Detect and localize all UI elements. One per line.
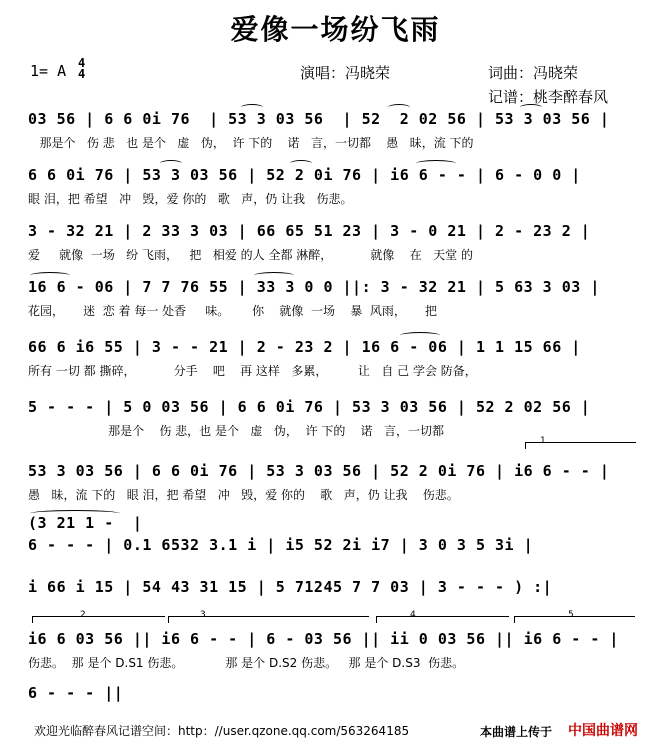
notation-line: 6 6 0i 76 | 53 3 03 56 | 52 2 0i 76 | i6 6 - - | 6 - 0 0 | xyxy=(28,166,581,184)
notation-line: 6 - - - | 0.1 6532 3.1 i | i5 52 2i i7 | 3 0 3 5 3i | xyxy=(28,536,534,554)
slur-mark xyxy=(30,272,70,279)
slur-mark xyxy=(30,510,120,517)
slur-mark xyxy=(400,332,440,339)
notation-line: 03 56 | 6 6 0i 76 | 53 3 03 56 | 52 2 02 56 | 53 3 03 56 | xyxy=(28,110,610,128)
slur-mark xyxy=(160,160,182,167)
upload-note: 本曲谱上传于 xyxy=(480,725,553,739)
time-sig-top: 4 xyxy=(78,56,86,70)
lyric-line: 愚 昧，流 下的 眼 泪，把 希望 冲 毁，爱 你的 歌 声，仍 让我 伤悲。 xyxy=(28,488,459,502)
singer-credit: 演唱：冯晓荣 xyxy=(300,64,391,82)
volta-bracket xyxy=(376,616,509,623)
transcriber-credit: 记谱：桃李醉春风 xyxy=(488,88,609,106)
slur-mark xyxy=(388,104,410,111)
notation-line: i 66 i 15 | 54 43 31 15 | 5 71245 7 7 03 | 3 - - - ) :| xyxy=(28,578,553,596)
volta-number: 2 xyxy=(80,610,86,620)
lyric-line: 伤悲。 那 是个 D.S1 伤悲。 那 是个 D.S2 伤悲。 那 是个 D.S3 伤悲。 xyxy=(28,656,465,670)
volta-number: 3 xyxy=(200,610,206,620)
slur-mark xyxy=(241,104,263,111)
notation-line: 53 3 03 56 | 6 6 0i 76 | 53 3 03 56 | 52 2 0i 76 | i6 6 - - | xyxy=(28,462,610,480)
slur-mark xyxy=(416,160,456,167)
site-logo: 中国曲谱网 xyxy=(568,723,638,739)
volta-number: 4 xyxy=(410,610,416,620)
composer-credit: 词曲：冯晓荣 xyxy=(488,64,579,82)
time-sig-bottom: 4 xyxy=(78,67,86,81)
lyric-line: 眼 泪，把 希望 冲 毁，爱 你的 歌 声，仍 让我 伤悲。 xyxy=(28,192,353,206)
notation-line: i6 6 03 56 || i6 6 - - | 6 - 03 56 || ii 0 03 56 || i6 6 - - | xyxy=(28,630,619,648)
volta-bracket xyxy=(32,616,165,623)
slur-mark xyxy=(520,104,542,111)
slur-mark xyxy=(290,160,312,167)
lyric-line: 爱 就像 一场 纷 飞雨， 把 相爱 的人 全都 淋醉， 就像 在 天堂 的 xyxy=(28,248,473,262)
song-title: 爱像一场纷飞雨 xyxy=(230,13,441,46)
lyric-line: 那是个 伤 悲，也 是个 虚 伪， 许 下的 诺 言，一切都 xyxy=(28,424,445,438)
lyric-line: 花园， 迷 恋 着 每一 处香 味。 你 就像 一场 暴 风雨， 把 xyxy=(28,304,437,318)
notation-line: 3 - 32 21 | 2 33 3 03 | 66 65 51 23 | 3 - 0 21 | 2 - 23 2 | xyxy=(28,222,591,240)
volta-number: 1 xyxy=(540,436,546,446)
volta-bracket xyxy=(168,616,369,623)
key-signature: 1= A xyxy=(30,62,67,80)
notation-line: (3 21 1 - | xyxy=(28,514,143,532)
time-signature xyxy=(78,58,85,80)
lyric-line: 那是个 伤 悲 也 是个 虚 伪， 许 下的 诺 言，一切都 愚 昧，流 下的 xyxy=(28,136,474,150)
notation-line: 6 - - - || xyxy=(28,684,124,702)
footer-note: 欢迎光临醉春风记谱空间：http：//user.qzone.qq.com/563264185 xyxy=(34,724,410,738)
volta-bracket xyxy=(514,616,635,623)
slur-mark xyxy=(254,272,294,279)
notation-line: 5 - - - | 5 0 03 56 | 6 6 0i 76 | 53 3 03 56 | 52 2 02 56 | xyxy=(28,398,591,416)
notation-line: 66 6 i6 55 | 3 - - 21 | 2 - 23 2 | 16 6 - 06 | 1 1 15 66 | xyxy=(28,338,581,356)
lyric-line: 所有 一切 都 撕碎， 分手 吧 再 这样 多累， 让 自 己 学会 防备， xyxy=(28,364,477,378)
volta-number: 5 xyxy=(568,610,574,620)
notation-line: 16 6 - 06 | 7 7 76 55 | 33 3 0 0 ||: 3 - 32 21 | 5 63 3 03 | xyxy=(28,278,600,296)
